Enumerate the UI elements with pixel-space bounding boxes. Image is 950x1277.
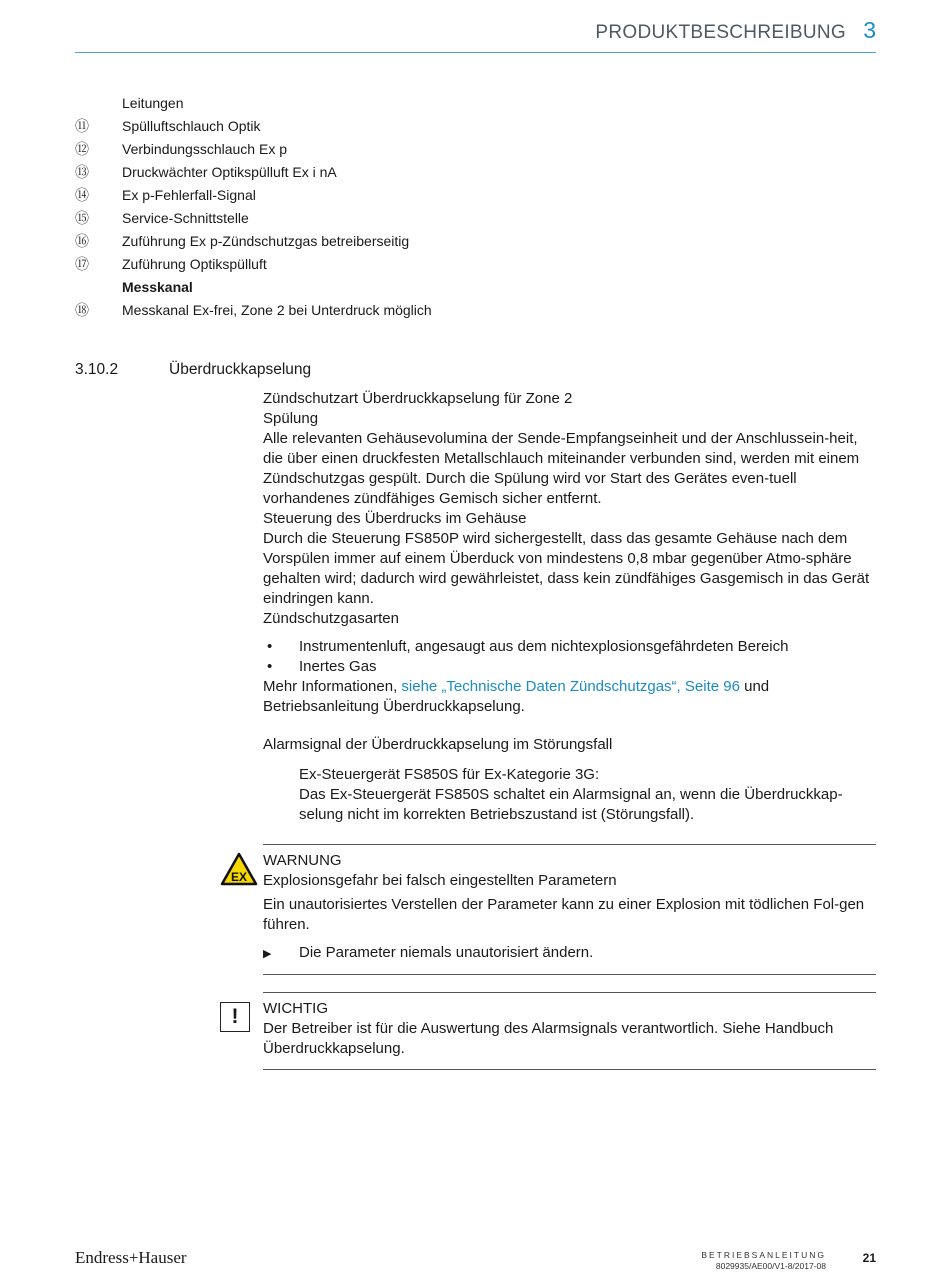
important-label: WICHTIG — [263, 1000, 328, 1017]
list-item: ⑱ Messkanal Ex-frei, Zone 2 bei Unterdruck möglich — [75, 302, 432, 318]
important-box — [231, 992, 876, 1070]
warning-box — [230, 844, 876, 975]
legend-list — [75, 92, 432, 322]
company-logo: Endress+Hauser — [75, 1248, 187, 1267]
exclamation-icon: ! — [220, 1002, 250, 1032]
section-number: 3.10.2 — [75, 361, 119, 378]
document-info — [701, 1250, 826, 1272]
page-number: 21 — [862, 1251, 876, 1265]
paragraph-spuelung: Alle relevanten Gehäusevolumina der Sende-Empfangseinheit und der Anschlussein-heit, die über einen druckfesten Metallschlauch miteinander verbunden sind, werden mit einem Zündschutzgas gespült. Durch die Spülung wird vor Start des Gerätes even-tuell vorhandenes zündfähiges Gemisch sicher entfernt. — [263, 430, 860, 507]
subheading-zuendschutzart: Zündschutzart Überdruckkapselung für Zone 2 — [263, 390, 573, 407]
list-item: ⑰ Zuführung Optikspülluft — [75, 256, 267, 272]
chapter-title: PRODUKTBESCHREIBUNG — [595, 22, 846, 43]
warning-text: Ein unautorisiertes Verstellen der Parameter kann zu einer Explosion mit tödlichen Fol-gen führen. — [263, 896, 865, 933]
list-item: ⑯ Zuführung Ex p-Zündschutzgas betreiberseitig — [75, 233, 410, 249]
document-type: BETRIEBSANLEITUNG — [701, 1250, 826, 1260]
list-item: ⑭ Ex p-Fehlerfall-Signal — [75, 187, 256, 203]
section-title: Überdruckkapselung — [169, 361, 312, 378]
svg-text:EX: EX — [230, 870, 248, 884]
arrow-right-icon: ▶ — [263, 948, 272, 960]
list-item: ⑮ Service-Schnittstelle — [75, 210, 249, 226]
list-item: ⑫ Verbindungsschlauch Ex p — [75, 141, 287, 157]
list-continuation: Leitungen — [122, 95, 184, 111]
cross-reference-link[interactable]: siehe „Technische Daten Zündschutzgas“, Seite 96 — [401, 678, 740, 695]
document-id: 8029935/AE00/V1-8/2017-08 — [715, 1261, 826, 1271]
explosion-warning-icon — [220, 852, 258, 886]
warning-title: Explosionsgefahr bei falsch eingestellten Parametern — [263, 872, 617, 889]
paragraph-steuerung: Durch die Steuerung FS850P wird sichergestellt, dass das gesamte Gehäuse nach dem Vorspülen immer auf einem Überduck von mindestens 0,8 mbar gegenüber Atmo-sphäre gehalten wird; dadurch wird gewährleistet, dass kein zündfähiges Gasgemisch in das Gerät eindringen kann. — [263, 530, 870, 607]
subheading-gasarten: Zündschutzgasarten — [263, 610, 399, 627]
important-text: Der Betreiber ist für die Auswertung des Alarmsignals verantwortlich. Siehe Handbuch Überdruckkapselung. — [263, 1020, 834, 1057]
section-heading — [75, 361, 311, 379]
page-header — [75, 14, 876, 53]
list-item: ⑪ Spülluftschlauch Optik — [75, 118, 261, 134]
list-item: ⑬ Druckwächter Optikspülluft Ex i nA — [75, 164, 337, 180]
list-group-heading: Messkanal — [122, 279, 193, 295]
alarm-description: Ex-Steuergerät FS850S für Ex-Kategorie 3G: Das Ex-Steuergerät FS850S schaltet ein Alarmsignal an, wenn die Überdruckkap-selung nicht im korrekten Betriebszustand ist (Störungsfall). — [299, 766, 843, 823]
list-item: • Instrumentenluft, angesaugt aus dem nichtexplosionsgefährdeten Bereich — [263, 637, 876, 657]
subheading-alarmsignal: Alarmsignal der Überdruckkapselung im Störungsfall — [263, 736, 613, 753]
chapter-number: 3 — [863, 17, 876, 43]
section-body — [230, 389, 876, 1070]
subheading-steuerung: Steuerung des Überdrucks im Gehäuse — [263, 510, 527, 527]
subheading-spuelung: Spülung — [263, 410, 319, 427]
list-item: • Inertes Gas — [263, 657, 876, 677]
more-info-paragraph: Mehr Informationen, siehe „Technische Daten Zündschutzgas“, Seite 96 und Betriebsanleitung Überdruckkapselung. — [263, 678, 770, 715]
warning-action: ▶ Die Parameter niemals unautorisiert ändern. — [263, 943, 876, 964]
gas-types-list — [263, 637, 876, 677]
warning-label: WARNUNG — [263, 852, 342, 869]
